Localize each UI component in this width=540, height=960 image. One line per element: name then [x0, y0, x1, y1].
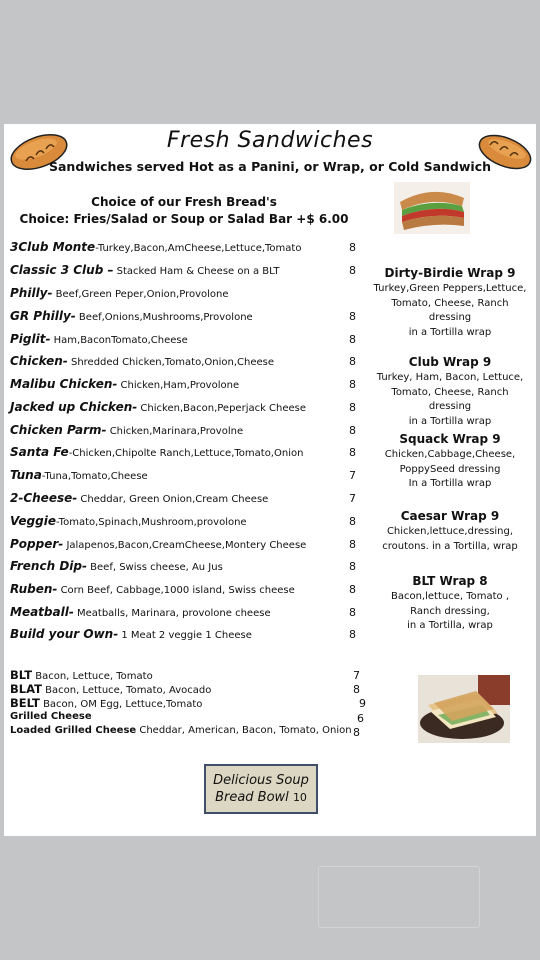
item-price: 8	[349, 424, 356, 437]
soup-bread-bowl-box	[204, 764, 318, 814]
menu-item: Piglit- Ham,BaconTomato,Cheese 8	[10, 332, 356, 346]
item-price: 7	[349, 469, 356, 482]
menu-item: Philly- Beef,Green Peper,Onion,Provolone	[10, 286, 229, 300]
menu-item: Chicken Parm- Chicken,Marinara,Provolne 8	[10, 423, 356, 437]
menu-item: 3Club Monte-Turkey,Bacon,AmCheese,Lettuce,Tomato 8	[10, 240, 356, 254]
sandwich-photo	[418, 675, 510, 743]
soup-line1: Delicious Soup	[213, 773, 309, 788]
menu-item: French Dip- Beef, Swiss cheese, Au Jus 8	[10, 559, 356, 573]
item-price: 8	[349, 538, 356, 551]
menu-item: GR Philly- Beef,Onions,Mushrooms,Provolone 8	[10, 309, 356, 323]
item-price: 8	[349, 333, 356, 346]
wrap-item: Dirty-Birdie Wrap 9 Turkey,Green Peppers,Lettuce, Tomato, Cheese, Ranch dressing in a Tortilla wrap	[373, 266, 527, 338]
sandwich-photo	[394, 182, 470, 234]
menu-card	[4, 124, 536, 836]
item-price: 8	[353, 726, 360, 739]
bread-choice-heading: Choice of our Fresh Bread's	[91, 195, 277, 209]
menu-item: Jacked up Chicken- Chicken,Bacon,Peperjack Cheese 8	[10, 400, 356, 414]
menu-title: Fresh Sandwiches	[166, 128, 374, 153]
wrap-item: BLT Wrap 8 Bacon,lettuce, Tomato , Ranch dressing, in a Tortilla, wrap	[390, 574, 510, 631]
side-choice-line: Choice: Fries/Salad or Soup or Salad Bar +$ 6.00	[19, 212, 349, 226]
wrap-item: Caesar Wrap 9 Chicken,lettuce,dressing, croutons. in a Tortilla, wrap	[382, 509, 518, 552]
item-price: 7	[349, 492, 356, 505]
item-price: 8	[349, 310, 356, 323]
menu-item: Malibu Chicken- Chicken,Ham,Provolone 8	[10, 377, 356, 391]
menu-subtitle: Sandwiches served Hot as a Panini, or Wrap, or Cold Sandwich	[48, 159, 492, 174]
item-price: 8	[349, 241, 356, 254]
menu-item: Popper- Jalapenos,Bacon,CreamCheese,Montery Cheese 8	[10, 537, 356, 551]
menu-item: Classic 3 Club – Stacked Ham & Cheese on a BLT 8	[10, 263, 356, 277]
item-price: 8	[349, 583, 356, 596]
item-price: 6	[357, 712, 364, 725]
menu-item: Build your Own- 1 Meat 2 veggie 1 Cheese 8	[10, 627, 356, 641]
item-price: 8	[349, 515, 356, 528]
menu-item: BELT Bacon, OM Egg, Lettuce,Tomato 9	[10, 696, 366, 710]
item-price: 7	[353, 669, 360, 682]
item-price: 9	[359, 697, 366, 710]
wrap-item: Squack Wrap 9 Chicken,Cabbage,Cheese, PoppySeed dressing In a Tortilla wrap	[384, 432, 516, 489]
menu-item: Loaded Grilled Cheese Cheddar, American, Bacon, Tomato, Onion 8	[10, 725, 360, 739]
item-price: 8	[349, 628, 356, 641]
watermark-logo	[318, 866, 480, 928]
menu-item: Chicken- Shredded Chicken,Tomato,Onion,Cheese 8	[10, 354, 356, 368]
menu-item: Veggie-Tomato,Spinach,Mushroom,provolone 8	[10, 514, 356, 528]
item-price: 10	[292, 791, 307, 804]
item-price: 8	[353, 683, 360, 696]
menu-item: BLT Bacon, Lettuce, Tomato 7	[10, 668, 360, 682]
menu-item: Tuna-Tuna,Tomato,Cheese 7	[10, 468, 356, 482]
menu-item: Santa Fe-Chicken,Chipolte Ranch,Lettuce,Tomato,Onion 8	[10, 445, 356, 459]
soup-line2: Bread Bowl 10	[215, 790, 307, 805]
item-price: 8	[349, 264, 356, 277]
menu-item: 2-Cheese- Cheddar, Green Onion,Cream Cheese 7	[10, 491, 356, 505]
menu-item: Grilled Cheese 6	[10, 711, 364, 725]
item-price: 8	[349, 401, 356, 414]
menu-item: BLAT Bacon, Lettuce, Tomato, Avocado 8	[10, 682, 360, 696]
item-price: 8	[349, 446, 356, 459]
menu-item: Meatball- Meatballs, Marinara, provolone cheese 8	[10, 605, 356, 619]
item-price: 8	[349, 606, 356, 619]
item-price: 8	[349, 355, 356, 368]
item-price: 8	[349, 378, 356, 391]
menu-item: Ruben- Corn Beef, Cabbage,1000 island, Swiss cheese 8	[10, 582, 356, 596]
wrap-item: Club Wrap 9 Turkey, Ham, Bacon, Lettuce, Tomato, Cheese, Ranch dressing in a Tortilla wrap	[376, 355, 524, 427]
item-price: 8	[349, 560, 356, 573]
